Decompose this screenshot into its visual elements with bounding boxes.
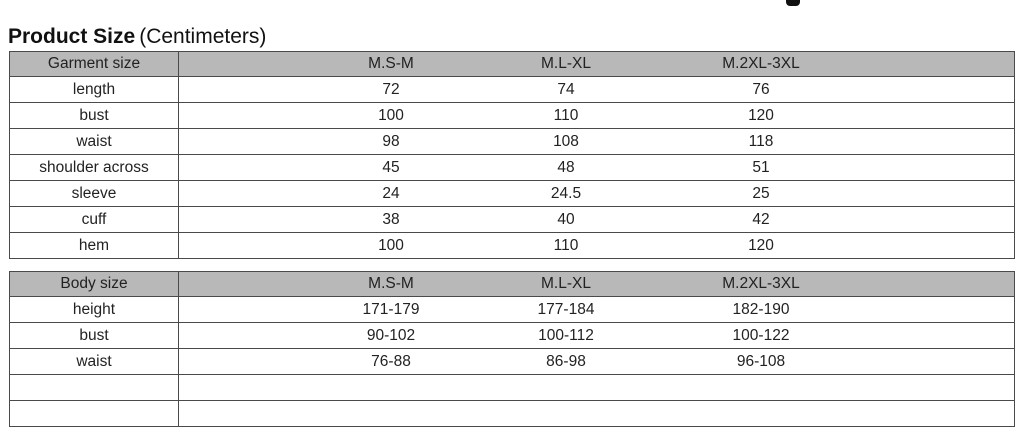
row-label-cell: waist xyxy=(10,349,179,375)
measurement-value: 90-102 xyxy=(366,326,416,344)
measurement-value: 100-122 xyxy=(732,326,790,344)
measurement-value: 171-179 xyxy=(362,300,420,318)
body-row xyxy=(10,297,1015,323)
measurement-value: 182-190 xyxy=(732,300,790,318)
measurement-value: 76 xyxy=(752,80,770,98)
measurement-value: 40 xyxy=(557,210,575,228)
row-values-cell xyxy=(179,297,1015,323)
measurement-value: 74 xyxy=(557,80,575,98)
measurement-value: 42 xyxy=(752,210,770,228)
measurement-value: 120 xyxy=(748,236,774,254)
row-label-cell: sleeve xyxy=(10,181,179,207)
measurement-value: 100 xyxy=(378,106,404,124)
header-sizes-cell xyxy=(179,272,1015,297)
row-label-cell xyxy=(10,375,179,401)
size-column-header: M.2XL-3XL xyxy=(722,55,800,72)
row-label-cell: bust xyxy=(10,103,179,129)
measurement-value: 110 xyxy=(553,106,579,124)
measurement-value: 177-184 xyxy=(537,300,595,318)
title-main: Product Size xyxy=(8,25,136,48)
measurement-value: 118 xyxy=(748,132,774,150)
garment-row xyxy=(10,103,1015,129)
size-column-header: M.2XL-3XL xyxy=(722,275,800,292)
row-values-cell xyxy=(179,207,1015,233)
measurement-value: 100 xyxy=(378,236,404,254)
measurement-value: 120 xyxy=(748,106,774,124)
row-values-cell xyxy=(179,349,1015,375)
body-row xyxy=(10,323,1015,349)
row-values-cell xyxy=(179,181,1015,207)
garment-row xyxy=(10,181,1015,207)
row-label-cell: bust xyxy=(10,323,179,349)
size-column-header: M.S-M xyxy=(368,275,414,292)
row-values-cell xyxy=(179,103,1015,129)
page-title xyxy=(8,24,266,50)
measurement-value: 100-112 xyxy=(538,326,594,344)
row-label-cell: shoulder across xyxy=(10,155,179,181)
row-values-cell xyxy=(179,323,1015,349)
measurement-value: 38 xyxy=(382,210,400,228)
row-label-cell xyxy=(10,401,179,427)
cropped-glyph-mark xyxy=(786,0,800,6)
measurement-value: 24 xyxy=(382,184,400,202)
measurement-value: 86-98 xyxy=(546,352,586,370)
measurement-value: 98 xyxy=(382,132,400,150)
title-unit: (Centimeters) xyxy=(139,25,267,48)
blank-row xyxy=(10,401,1015,427)
measurement-value: 110 xyxy=(553,236,579,254)
measurement-value: 96-108 xyxy=(736,352,786,370)
size-column-header: M.L-XL xyxy=(541,275,591,292)
measurement-value: 24.5 xyxy=(550,184,582,202)
measurement-value: 108 xyxy=(553,132,579,150)
header-label-cell: Body size xyxy=(10,272,179,297)
body-size-table xyxy=(9,271,1015,427)
garment-size-table xyxy=(9,51,1015,259)
garment-row xyxy=(10,155,1015,181)
garment-row xyxy=(10,129,1015,155)
row-values-cell xyxy=(179,129,1015,155)
garment-row xyxy=(10,77,1015,103)
measurement-value: 51 xyxy=(752,158,770,176)
row-values-cell xyxy=(179,375,1015,401)
row-values-cell xyxy=(179,233,1015,259)
row-label-cell: cuff xyxy=(10,207,179,233)
size-column-header: M.S-M xyxy=(368,55,414,72)
row-values-cell xyxy=(179,155,1015,181)
row-label-cell: waist xyxy=(10,129,179,155)
row-values-cell xyxy=(179,77,1015,103)
garment-row xyxy=(10,207,1015,233)
measurement-value: 76-88 xyxy=(371,352,411,370)
garment-row xyxy=(10,233,1015,259)
blank-row xyxy=(10,375,1015,401)
size-column-header: M.L-XL xyxy=(541,55,591,72)
header-sizes-cell xyxy=(179,52,1015,77)
row-label-cell: hem xyxy=(10,233,179,259)
body-row xyxy=(10,349,1015,375)
garment-header-row xyxy=(10,52,1015,77)
measurement-value: 48 xyxy=(557,158,575,176)
body-header-row xyxy=(10,272,1015,297)
header-label-cell: Garment size xyxy=(10,52,179,77)
row-label-cell: height xyxy=(10,297,179,323)
measurement-value: 45 xyxy=(382,158,400,176)
row-label-cell: length xyxy=(10,77,179,103)
row-values-cell xyxy=(179,401,1015,427)
measurement-value: 72 xyxy=(382,80,400,98)
measurement-value: 25 xyxy=(752,184,770,202)
